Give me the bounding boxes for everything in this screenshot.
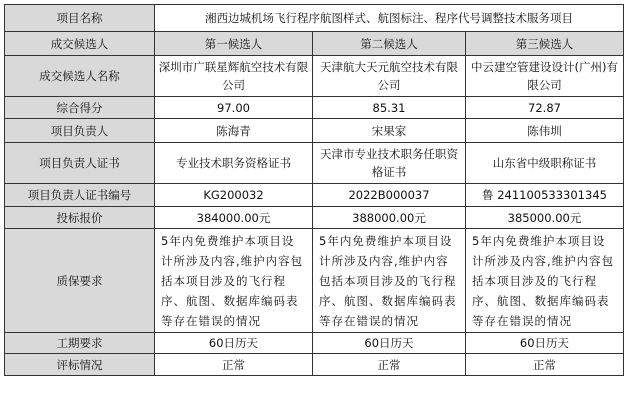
- row-label: 质保要求: [5, 229, 155, 333]
- cell-candidate-2: 2022B000037: [313, 184, 466, 207]
- table-row: [5, 97, 624, 119]
- cell-candidate-1: KG200032: [155, 184, 313, 207]
- candidate-1-header: 第一候选人: [155, 32, 313, 56]
- cell-candidate-2: 宋果家: [313, 119, 466, 143]
- cell-candidate-1: 陈海青: [155, 119, 313, 143]
- row-label: 项目负责人证书: [5, 143, 155, 184]
- cell-candidate-3: 陈伟圳: [466, 119, 624, 143]
- cell-candidate-1: 60日历天: [155, 333, 313, 354]
- table-row: [5, 143, 624, 184]
- cell-candidate-1: 384000.00元: [155, 207, 313, 229]
- candidate-3-header: 第三候选人: [466, 32, 624, 56]
- cell-candidate-3: 5年内免费维护本项目设计所涉及内容,维护内容包括本项目涉及的飞行程序、航图、数据库编码表等存在错误的情况: [466, 229, 624, 333]
- candidate-2-header: 第二候选人: [313, 32, 466, 56]
- row-label: 工期要求: [5, 333, 155, 354]
- row-label: 投标报价: [5, 207, 155, 229]
- row-label: 项目负责人: [5, 119, 155, 143]
- table-row: [5, 207, 624, 229]
- project-row: [5, 5, 624, 32]
- cell-candidate-1: 深圳市广联星辉航空技术有限公司: [155, 56, 313, 97]
- cell-candidate-3: 60日历天: [466, 333, 624, 354]
- cell-candidate-2: 正常: [313, 354, 466, 376]
- table-row: [5, 119, 624, 143]
- row-label: 项目负责人证书编号: [5, 184, 155, 207]
- cell-candidate-2: 天津市专业技术职务任职资格证书: [313, 143, 466, 184]
- row-label: 综合得分: [5, 97, 155, 119]
- cell-candidate-3: 正常: [466, 354, 624, 376]
- cell-candidate-2: 85.31: [313, 97, 466, 119]
- table-row: [5, 56, 624, 97]
- cell-candidate-3: 鲁 241100533301345: [466, 184, 624, 207]
- table-row: [5, 184, 624, 207]
- table-row: [5, 229, 624, 333]
- row-label: 评标情况: [5, 354, 155, 376]
- candidate-result-table: [4, 4, 624, 376]
- cell-candidate-2: 60日历天: [313, 333, 466, 354]
- row-label: 成交候选人名称: [5, 56, 155, 97]
- project-name: 湘西边城机场飞行程序航图样式、航图标注、程序代号调整技术服务项目: [155, 5, 624, 32]
- cell-candidate-3: 385000.00元: [466, 207, 624, 229]
- candidate-header-label: 成交候选人: [5, 32, 155, 56]
- table-row: [5, 333, 624, 354]
- cell-candidate-1: 5年内免费维护本项目设计所涉及内容,维护内容包括本项目涉及的飞行程序、航图、数据库编码表等存在错误的情况: [155, 229, 313, 333]
- cell-candidate-1: 专业技术职务资格证书: [155, 143, 313, 184]
- table-row: [5, 354, 624, 376]
- cell-candidate-1: 97.00: [155, 97, 313, 119]
- cell-candidate-1: 正常: [155, 354, 313, 376]
- cell-candidate-3: 72.87: [466, 97, 624, 119]
- cell-candidate-3: 山东省中级职称证书: [466, 143, 624, 184]
- cell-candidate-2: 388000.00元: [313, 207, 466, 229]
- cell-candidate-2: 5年内免费维护本项目设计所涉及内容,维护内容包括本项目涉及的飞行程序、航图、数据库编码表等存在错误的情况: [313, 229, 466, 333]
- cell-candidate-3: 中云建空管建设设计(广州)有限公司: [466, 56, 624, 97]
- cell-candidate-2: 天津航大天元航空技术有限公司: [313, 56, 466, 97]
- project-label: 项目名称: [5, 5, 155, 32]
- candidate-header-row: [5, 32, 624, 56]
